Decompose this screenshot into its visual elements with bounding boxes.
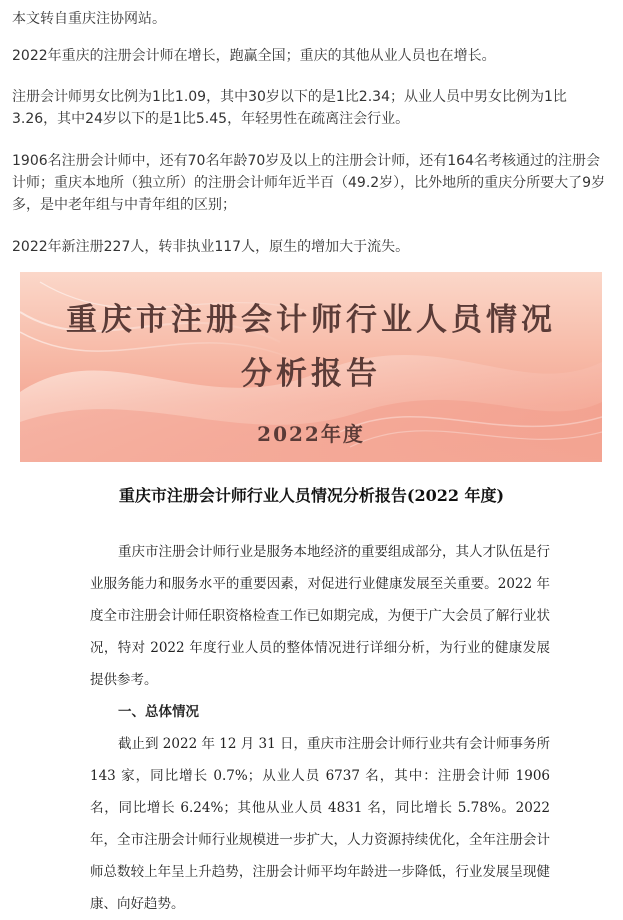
report-paragraph-2: 截止到 2022 年 12 月 31 日，重庆市注册会计师行业共有会计师事务所 143 家，同比增长 0.7%；从业人员 6737 名，其中：注册会计师 1906 名，同比增长 6.24%；其他从业人员 4831 名，同比增长 5.78%。2022 年，全市注册会计师行业规模进一步扩大，人力资源持续优化，全年注册会计师总数较上年呈上升趋势，注册会计师平均年龄进一步降低，行业发展呈现健康、向好趋势。 [90,736,550,912]
intro-paragraph-3: 1906名注册会计师中，还有70名年龄70岁及以上的注册会计师，还有164名考核通过的注册会计师；重庆本地所（独立所）的注册会计师年近半百（49.2岁），比外地所的重庆分所要大了9岁多，是中老年组与中青年组的区别； [12,153,606,213]
intro-paragraph-4: 2022年新注册227人，转非执业117人，原生的增加大于流失。 [12,239,410,255]
report-title: 重庆市注册会计师行业人员情况分析报告(2022 年度) [118,486,505,505]
section-heading-overview: 一、总体情况 [118,704,199,720]
intro-paragraph-2: 注册会计师男女比例为1比1.09，其中30岁以下的是1比2.34；从业人员中男女比例为1比3.26，其中24岁以下的是1比5.45，年轻男性在疏离注会行业。 [12,89,567,127]
banner-title-line1: 重庆市注册会计师行业人员情况 [66,302,556,338]
source-note: 本文转自重庆注协网站。 [12,11,166,27]
report-cover-banner [20,272,602,462]
banner-title-line2: 分析报告 [241,356,381,392]
report-paragraph-1: 重庆市注册会计师行业是服务本地经济的重要组成部分，其人才队伍是行业服务能力和服务水平的重要因素，对促进行业健康发展至关重要。2022 年度全市注册会计师任职资格检查工作已如期完成，为便于广大会员了解行业状况，特对 2022 年度行业人员的整体情况进行详细分析，为行业的健康发展提供参考。 [90,544,550,688]
banner-year: 2022年度 [257,422,365,446]
intro-paragraph-1: 2022年重庆的注册会计师在增长，跑赢全国；重庆的其他从业人员也在增长。 [12,48,496,64]
